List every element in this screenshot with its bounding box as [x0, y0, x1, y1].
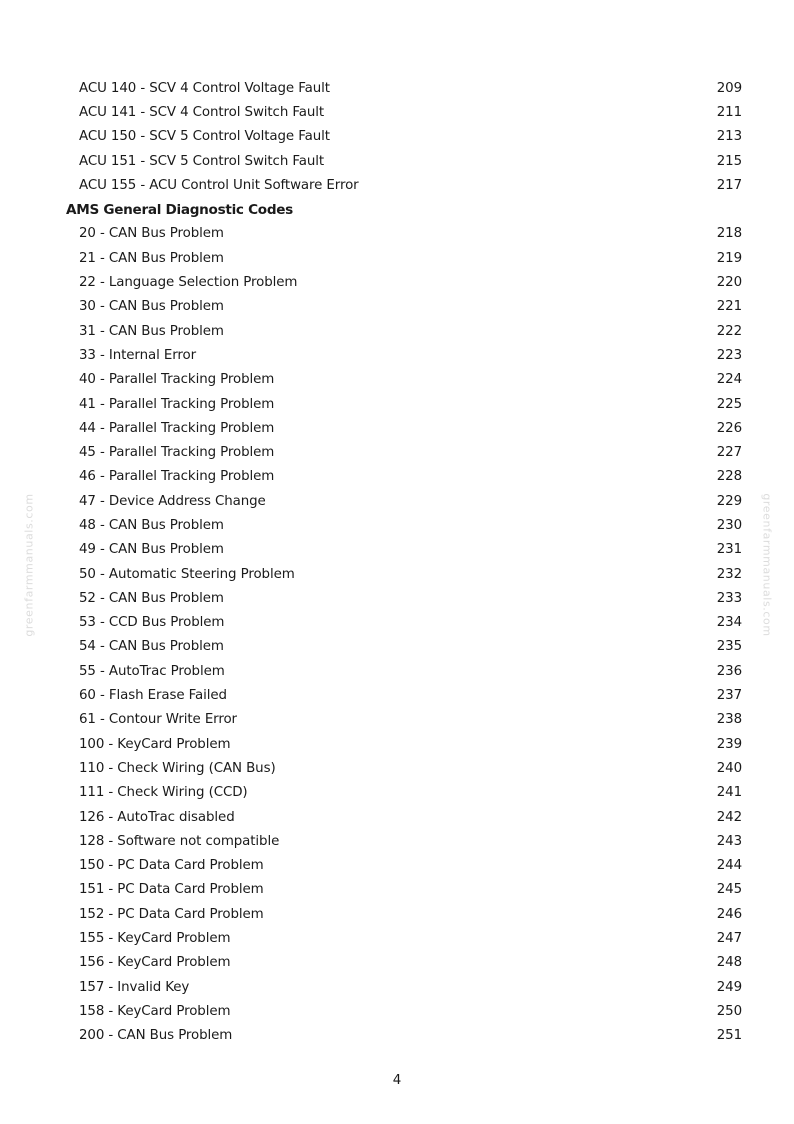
- toc-entry-title: 52 - CAN Bus Problem: [79, 590, 224, 606]
- toc-entry[interactable]: [66, 659, 742, 683]
- toc-entry[interactable]: [66, 222, 742, 246]
- toc-entry-title: 54 - CAN Bus Problem: [79, 639, 224, 655]
- toc-entry-page-number: 221: [716, 299, 742, 315]
- toc-entry[interactable]: [66, 465, 742, 489]
- watermark-right: greenfarmmanuals.com: [760, 493, 774, 637]
- toc-entry-page-number: 228: [716, 469, 742, 485]
- toc-entry-page-number: 239: [716, 736, 742, 752]
- toc-entry[interactable]: [66, 489, 742, 513]
- toc-entry[interactable]: [66, 149, 742, 173]
- toc-entry-title: 41 - Parallel Tracking Problem: [79, 396, 275, 412]
- toc-entry[interactable]: [66, 416, 742, 440]
- toc-entry-title: 61 - Contour Write Error: [79, 712, 237, 728]
- toc-entry-title: 44 - Parallel Tracking Problem: [79, 420, 275, 436]
- toc-entry-title: 21 - CAN Bus Problem: [79, 250, 224, 266]
- watermark-left: greenfarmmanuals.com: [22, 493, 36, 637]
- toc-entry[interactable]: [66, 173, 742, 197]
- toc-entry[interactable]: [66, 100, 742, 124]
- toc-entry-title: 47 - Device Address Change: [79, 493, 266, 509]
- toc-entry[interactable]: [66, 246, 742, 270]
- toc-entry-title: ACU 140 - SCV 4 Control Voltage Fault: [79, 80, 330, 96]
- toc-entry-title: 151 - PC Data Card Problem: [79, 882, 264, 898]
- toc-entry[interactable]: [66, 343, 742, 367]
- toc-entry-title: 156 - KeyCard Problem: [79, 955, 231, 971]
- toc-entry-title: 128 - Software not compatible: [79, 833, 280, 849]
- toc-entry-page-number: 229: [716, 493, 742, 509]
- toc-entry-title: 200 - CAN Bus Problem: [79, 1028, 233, 1044]
- toc-entry-title: ACU 141 - SCV 4 Control Switch Fault: [79, 104, 325, 120]
- toc-entry-page-number: 237: [716, 688, 742, 704]
- toc-entry-page-number: 226: [716, 420, 742, 436]
- toc-entry-page-number: 240: [716, 760, 742, 776]
- toc-entry-page-number: 248: [716, 955, 742, 971]
- toc-entry[interactable]: [66, 513, 742, 537]
- toc-entry[interactable]: [66, 999, 742, 1023]
- toc-entry-title: 155 - KeyCard Problem: [79, 931, 231, 947]
- toc-entry-page-number: 235: [716, 639, 742, 655]
- toc-entry-page-number: 244: [716, 858, 742, 874]
- toc-entry-page-number: 209: [716, 80, 742, 96]
- toc-entry[interactable]: [66, 902, 742, 926]
- toc-entry[interactable]: [66, 392, 742, 416]
- toc-entry[interactable]: [66, 538, 742, 562]
- toc-entry-page-number: 243: [716, 833, 742, 849]
- toc-entry-title: 20 - CAN Bus Problem: [79, 226, 224, 242]
- toc-entry[interactable]: [66, 878, 742, 902]
- toc-entry-title: ACU 151 - SCV 5 Control Switch Fault: [79, 153, 325, 169]
- toc-entry-page-number: 224: [716, 372, 742, 388]
- toc-entry-title: 22 - Language Selection Problem: [79, 275, 298, 291]
- toc-entry-page-number: 238: [716, 712, 742, 728]
- toc-entry-title: 46 - Parallel Tracking Problem: [79, 469, 275, 485]
- toc-entry[interactable]: [66, 926, 742, 950]
- toc-entry-page-number: 223: [716, 347, 742, 363]
- toc-entry-page-number: 236: [716, 663, 742, 679]
- toc-entry-title: 55 - AutoTrac Problem: [79, 663, 225, 679]
- toc-entry[interactable]: [66, 295, 742, 319]
- toc-entry[interactable]: [66, 708, 742, 732]
- page-number: 4: [392, 1073, 402, 1088]
- toc-entry-title: ACU 155 - ACU Control Unit Software Error: [79, 177, 359, 193]
- toc-entry-title: 49 - CAN Bus Problem: [79, 542, 224, 558]
- toc-entry-page-number: 230: [716, 517, 742, 533]
- toc-entry[interactable]: [66, 319, 742, 343]
- toc-entry[interactable]: [66, 586, 742, 610]
- toc-entry-page-number: 242: [716, 809, 742, 825]
- toc-entry-page-number: 249: [716, 979, 742, 995]
- toc-entry[interactable]: [66, 440, 742, 464]
- toc-entry[interactable]: [66, 611, 742, 635]
- toc-entry-title: 111 - Check Wiring (CCD): [79, 785, 248, 801]
- table-of-contents: [66, 76, 742, 1048]
- toc-entry-page-number: 225: [716, 396, 742, 412]
- toc-entry-page-number: 213: [716, 129, 742, 145]
- toc-entry-page-number: 227: [716, 445, 742, 461]
- toc-entry-title: 60 - Flash Erase Failed: [79, 688, 227, 704]
- toc-entry-page-number: 250: [716, 1003, 742, 1019]
- toc-entry[interactable]: [66, 829, 742, 853]
- toc-entry[interactable]: [66, 683, 742, 707]
- toc-entry-page-number: 247: [716, 931, 742, 947]
- toc-entry[interactable]: [66, 562, 742, 586]
- toc-entry-page-number: 218: [716, 226, 742, 242]
- toc-entry-page-number: 233: [716, 590, 742, 606]
- toc-entry-page-number: 234: [716, 615, 742, 631]
- toc-entry[interactable]: [66, 635, 742, 659]
- toc-entry-title: 152 - PC Data Card Problem: [79, 906, 264, 922]
- toc-entry-page-number: 217: [716, 177, 742, 193]
- toc-entry-title: 158 - KeyCard Problem: [79, 1003, 231, 1019]
- toc-entry-title: 157 - Invalid Key: [79, 979, 190, 995]
- toc-entry[interactable]: [66, 125, 742, 149]
- toc-entry-page-number: 231: [716, 542, 742, 558]
- toc-entry-title: 50 - Automatic Steering Problem: [79, 566, 295, 582]
- toc-entry[interactable]: [66, 854, 742, 878]
- toc-entry-title: ACU 150 - SCV 5 Control Voltage Fault: [79, 129, 330, 145]
- toc-entry-title: 110 - Check Wiring (CAN Bus): [79, 760, 276, 776]
- toc-entry-page-number: 222: [716, 323, 742, 339]
- toc-entry-title: 33 - Internal Error: [79, 347, 196, 363]
- toc-entry-page-number: 232: [716, 566, 742, 582]
- toc-entry[interactable]: [66, 732, 742, 756]
- toc-entry-title: 30 - CAN Bus Problem: [79, 299, 224, 315]
- toc-entry[interactable]: [66, 975, 742, 999]
- toc-entry-title: 31 - CAN Bus Problem: [79, 323, 224, 339]
- toc-entry-title: 150 - PC Data Card Problem: [79, 858, 264, 874]
- toc-entry-page-number: 215: [716, 153, 742, 169]
- toc-entry-page-number: 219: [716, 250, 742, 266]
- toc-entry-page-number: 246: [716, 906, 742, 922]
- toc-entry[interactable]: [66, 1024, 742, 1048]
- toc-entry[interactable]: [66, 76, 742, 100]
- toc-entry[interactable]: [66, 368, 742, 392]
- toc-entry-page-number: 220: [716, 275, 742, 291]
- section-heading-title: AMS General Diagnostic Codes: [66, 201, 293, 218]
- toc-entry-page-number: 245: [716, 882, 742, 898]
- toc-entry-title: 40 - Parallel Tracking Problem: [79, 372, 275, 388]
- toc-entry-title: 100 - KeyCard Problem: [79, 736, 231, 752]
- toc-entry[interactable]: [66, 756, 742, 780]
- toc-entry-page-number: 251: [716, 1028, 742, 1044]
- toc-entry-title: 53 - CCD Bus Problem: [79, 615, 225, 631]
- toc-entry[interactable]: [66, 270, 742, 294]
- toc-entry[interactable]: [66, 951, 742, 975]
- toc-entry-page-number: 241: [716, 785, 742, 801]
- toc-entry-title: 126 - AutoTrac disabled: [79, 809, 235, 825]
- toc-entry[interactable]: [66, 805, 742, 829]
- toc-entry-page-number: 211: [716, 104, 742, 120]
- toc-entry-title: 48 - CAN Bus Problem: [79, 517, 224, 533]
- toc-section-heading: [66, 197, 742, 221]
- toc-entry[interactable]: [66, 781, 742, 805]
- toc-entry-title: 45 - Parallel Tracking Problem: [79, 445, 275, 461]
